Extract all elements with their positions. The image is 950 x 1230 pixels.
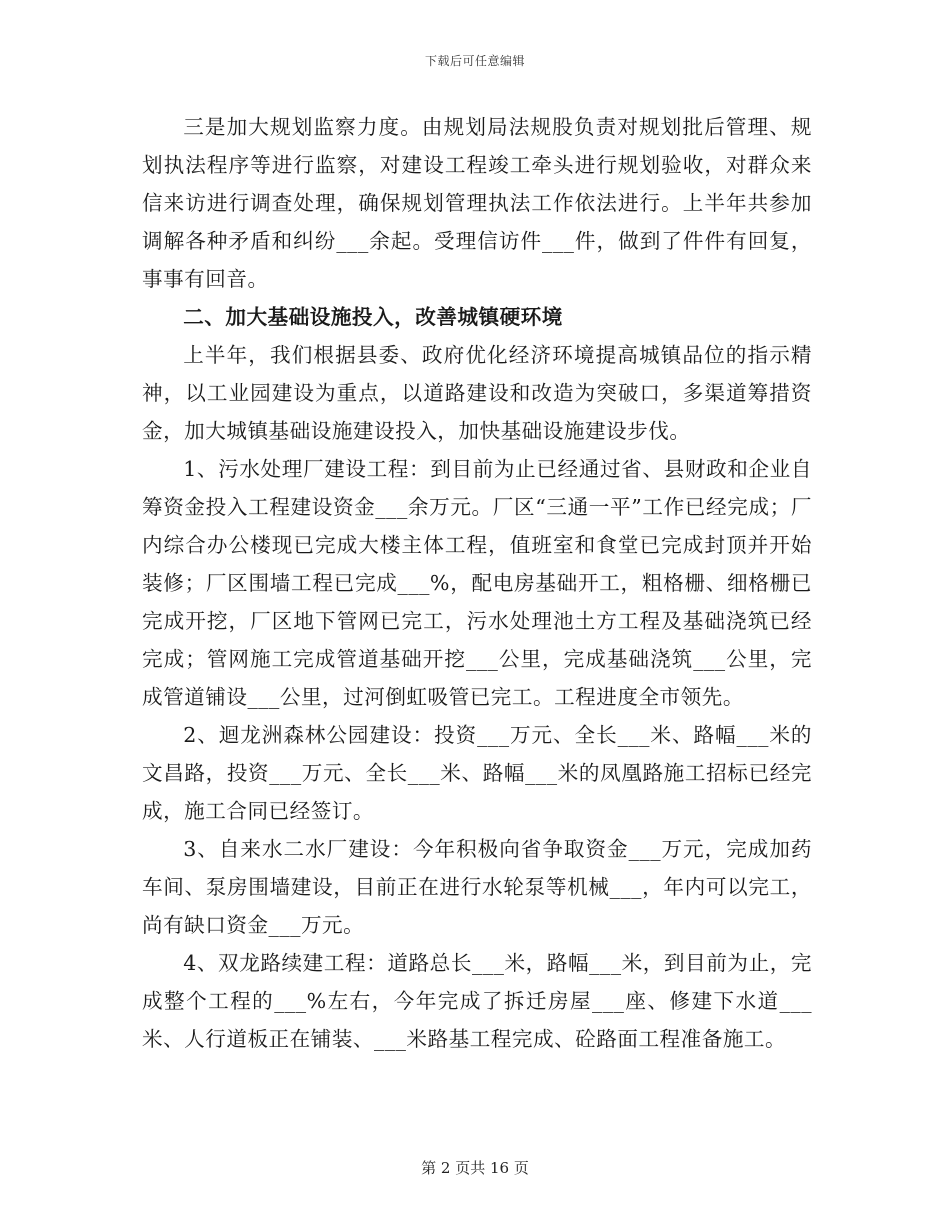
paragraph-forest-park: 2、迴龙洲森林公园建设：投资___万元、全长___米、路幅___米的文昌路，投资___万元、全长___米、路幅___米的凤凰路施工招标已经完成，施工合同已经签订。 [142, 723, 812, 823]
paragraph-overview: 上半年，我们根据县委、政府优化经济环境提高城镇品位的指示精神，以工业园建设为重点，以道路建设和改造为突破口，多渠道筹措资金，加大城镇基础设施建设投入，加快基础设施建设步伐。 [142, 343, 812, 443]
section-heading-infrastructure: 二、加大基础设施投入，改善城镇硬环境 [183, 305, 563, 329]
paragraph-shuanglong-road: 4、双龙路续建工程：道路总长___米，路幅___米，到目前为止，完成整个工程的___%左右，今年完成了拆迁房屋___座、修建下水道___米、人行道板正在铺装、___米路基工程完成、砼路面工程准备施工。 [142, 951, 812, 1051]
paragraph-sewage-plant: 1、污水处理厂建设工程：到目前为止已经通过省、县财政和企业自筹资金投入工程建设资金___余万元。厂区“三通一平”工作已经完成；厂内综合办公楼现已完成大楼主体工程，值班室和食堂已完成封顶并开始装修；厂区围墙工程已完成___%，配电房基础开工，粗格栅、细格栅已完成开挖，厂区地下管网已完工，污水处理池土方工程及基础浇筑已经完成；管网施工完成管道基础开挖___公里，完成基础浇筑___公里，完成管道铺设___公里，过河倒虹吸管已完工。工程进度全市领先。 [142, 457, 812, 709]
page-number: 第 2 页共 16 页 [421, 1159, 529, 1177]
paragraph-supervision: 三是加大规划监察力度。由规划局法规股负责对规划批后管理、规划执法程序等进行监察，对建设工程竣工牵头进行规划验收，对群众来信来访进行调查处理，确保规划管理执法工作依法进行。上半年共参加调解各种矛盾和纠纷___余起。受理信访件___件，做到了件件有回复，事事有回音。 [142, 115, 812, 291]
paragraph-water-plant: 3、自来水二水厂建设：今年积极向省争取资金___万元，完成加药车间、泵房围墙建设，目前正在进行水轮泵等机械___，年内可以完工，尚有缺口资金___万元。 [142, 837, 812, 937]
page-header: 下载后可任意编辑 [424, 54, 525, 68]
document-body [142, 108, 812, 1058]
